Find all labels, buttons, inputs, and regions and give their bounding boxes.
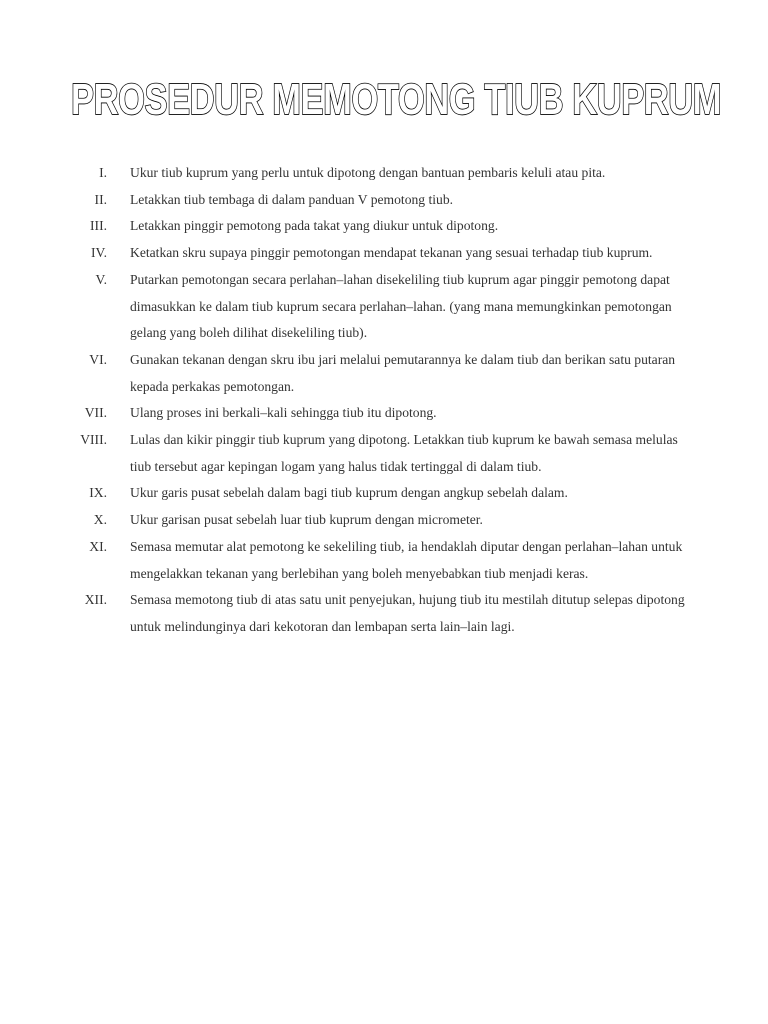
step-numeral: VII. (84, 405, 107, 421)
procedure-step (0, 267, 768, 347)
title-container (0, 74, 768, 124)
procedure-step (0, 213, 768, 240)
step-text: Letakkan tiub tembaga di dalam panduan V pemotong tiub. (130, 191, 454, 207)
step-text: Semasa memutar alat pemotong ke sekeliling tiub, ia hendaklah diputar dengan perlahan–lahan untuk mengelakkan tekanan yang berlebihan yang boleh menyebabkan tiub menjadi keras. (130, 538, 683, 581)
step-text: Lulas dan kikir pinggir tiub kuprum yang dipotong. Letakkan tiub kuprum ke bawah semasa melulas tiub tersebut agar kepingan logam yang halus tidak tertinggal di dalam tiub. (130, 432, 678, 474)
step-text: Putarkan pemotongan secara perlahan–lahan disekeliling tiub kuprum agar pinggir pemotong dapat dimasukkan ke dalam tiub kuprum secara perlahan–lahan. (yang mana memungkinkan pemotongan gelang yang boleh dilihat disekeliling tiub). (130, 271, 672, 341)
procedure-step (0, 240, 768, 267)
step-text: Ukur garisan pusat sebelah luar tiub kuprum dengan micrometer. (130, 512, 483, 528)
procedure-step (0, 480, 768, 507)
step-text: Ketatkan skru supaya pinggir pemotongan mendapat tekanan yang sesuai terhadap tiub kuprum. (130, 245, 653, 261)
step-numeral: V. (95, 271, 107, 287)
step-numeral: XII. (84, 592, 107, 608)
procedure-step (0, 347, 768, 400)
procedure-step (0, 587, 768, 640)
step-numeral: I. (99, 165, 107, 180)
step-numeral: XI. (89, 538, 107, 554)
step-text: Ukur tiub kuprum yang perlu untuk dipotong dengan bantuan pembaris keluli atau pita. (130, 165, 606, 180)
page-title: PROSEDUR MEMOTONG TIUB KUPRUM (71, 74, 722, 124)
step-text: Semasa memotong tiub di atas satu unit penyejukan, hujung tiub itu mestilah ditutup selepas dipotong untuk melindunginya dari kekotoran dan lembapan serta lain–lain lagi. (130, 592, 685, 634)
procedure-step (0, 160, 768, 187)
step-numeral: II. (94, 191, 107, 207)
step-numeral: IV. (91, 245, 107, 261)
step-text: Gunakan tekanan dengan skru ibu jari melalui pemutarannya ke dalam tiub dan berikan satu putaran kepada perkakas pemotongan. (130, 351, 676, 394)
step-numeral: III. (90, 218, 107, 234)
step-numeral: VI. (89, 351, 107, 367)
step-numeral: VIII. (80, 432, 107, 448)
procedure-step (0, 534, 768, 587)
procedure-step (0, 187, 768, 214)
procedure-list (0, 160, 768, 641)
procedure-step (0, 427, 768, 480)
step-text: Letakkan pinggir pemotong pada takat yang diukur untuk dipotong. (130, 218, 499, 234)
step-numeral: X. (93, 512, 107, 528)
procedure-step (0, 507, 768, 534)
step-numeral: IX. (89, 485, 107, 501)
step-text: Ulang proses ini berkali–kali sehingga tiub itu dipotong. (130, 405, 437, 421)
step-text: Ukur garis pusat sebelah dalam bagi tiub kuprum dengan angkup sebelah dalam. (130, 485, 568, 501)
procedure-step (0, 400, 768, 427)
